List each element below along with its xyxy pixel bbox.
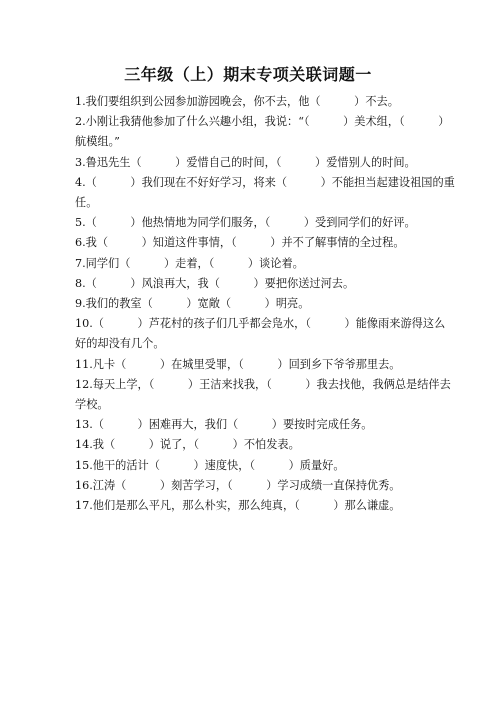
question-item-5: 5.（ ）他热情地为同学们服务，（ ）受到同学们的好评。 — [75, 216, 416, 230]
question-item-16: 16.江涛（ ）刻苦学习，（ ）学习成绩一直保持优秀。 — [75, 478, 401, 492]
question-item-17: 17.他们是那么平凡，那么朴实，那么纯真，（ ）那么谦虚。 — [75, 499, 401, 513]
question-item-4: 4.（ ）我们现在不好好学习，将来（ ）不能担当起建设祖国的重任。 — [75, 175, 455, 210]
question-item-1: 1.我们要组织到公园参加游园晚会，你不去，他（ ）不去。 — [75, 95, 399, 108]
question-item-2: 2.小刚让我猜他参加了什么兴趣小组，我说：“（ ）美术组，（ ）航模组。” — [75, 115, 450, 149]
question-item-11: 11.凡卡（ ）在城里受罪，（ ）回到乡下爷爷那里去。 — [75, 357, 401, 371]
question-item-7: 7.同学们（ ）走着，（ ）谈论着。 — [75, 256, 304, 270]
question-item-3: 3.鲁迅先生（ ）爱惜自己的时间，（ ）爱惜别人的时间。 — [75, 155, 416, 169]
question-item-8: 8.（ ）风浪再大，我（ ）要把你送过河去。 — [75, 276, 355, 290]
question-item-6: 6.我（ ）知道这件事情，（ ）并不了解事情的全过程。 — [75, 236, 405, 250]
question-item-13: 13.（ ）困难再大，我们（ ）要按时完成任务。 — [75, 418, 373, 432]
question-item-14: 14.我（ ）说了，（ ）不怕发表。 — [75, 438, 300, 452]
question-item-15: 15.他干的活计（ ）速度快，（ ）质量好。 — [75, 458, 345, 472]
question-item-9: 9.我们的教室（ ）宽敞（ ）明亮。 — [75, 297, 310, 311]
question-item-12: 12.每天上学，（ ）王洁来找我，（ ）我去找他，我俩总是结伴去学校。 — [75, 377, 451, 412]
question-list — [75, 92, 455, 516]
question-item-10: 10.（ ）芦花村的孩子们几乎都会凫水，（ ）能像雨来游得这么好的却没有几个。 — [75, 317, 446, 351]
page-title: 三年级（上）期末专项关联词题一 — [124, 65, 372, 84]
